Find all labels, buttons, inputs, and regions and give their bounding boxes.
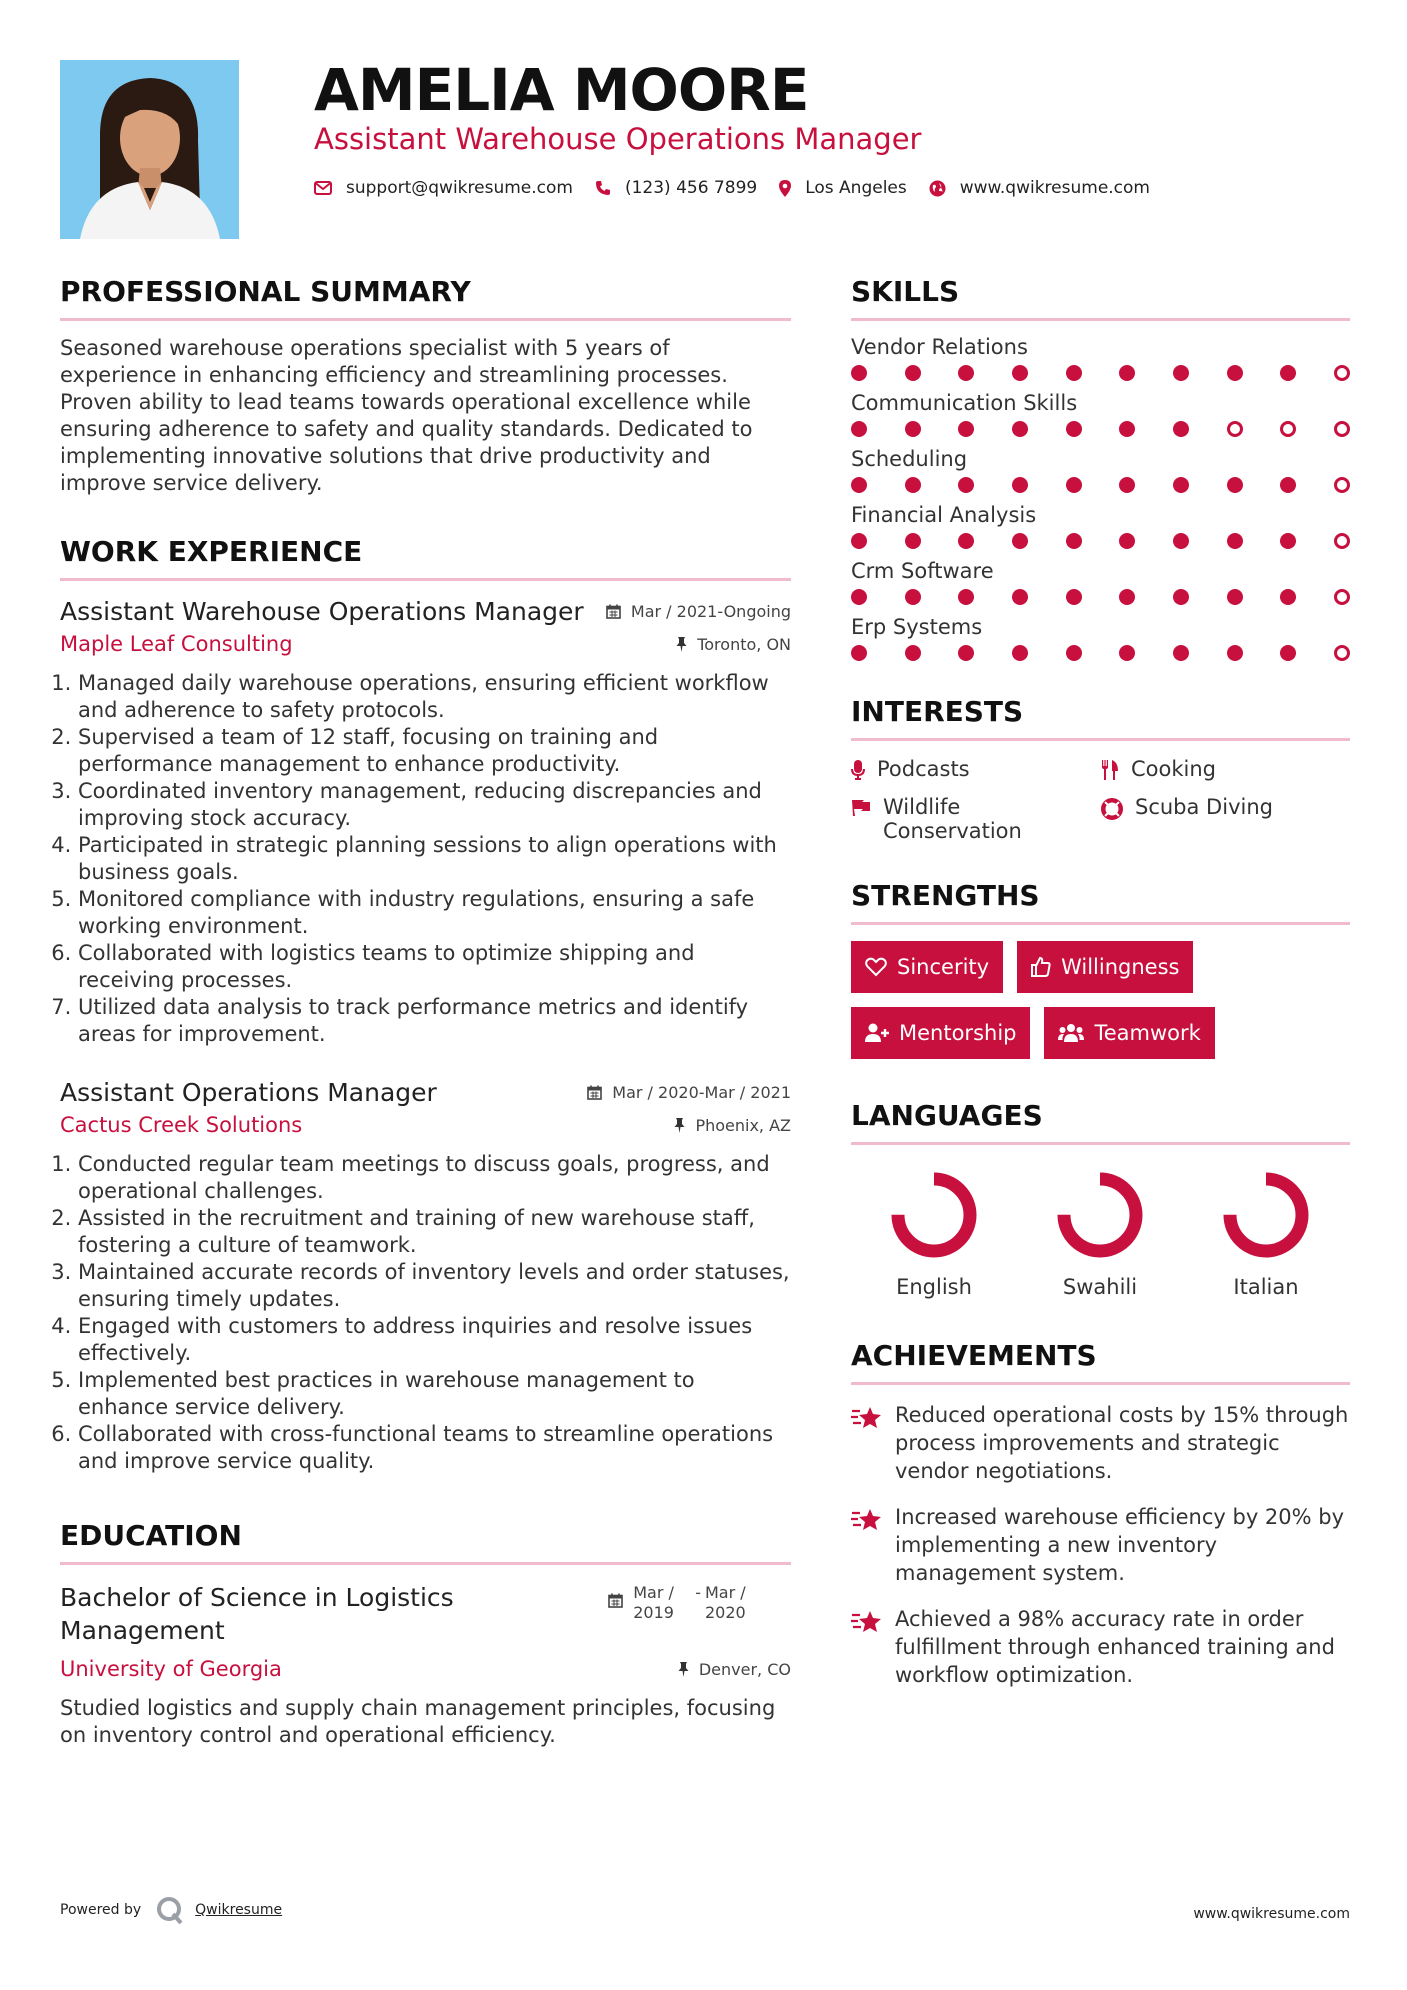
- microphone-icon: [851, 760, 865, 780]
- education-location: [678, 1660, 791, 1679]
- candidate-title: Assistant Warehouse Operations Manager: [314, 122, 922, 156]
- rating-dot-filled: [1012, 533, 1028, 549]
- rating-dot-filled: [851, 589, 867, 605]
- school-name: University of Georgia: [60, 1657, 282, 1681]
- skill-rating: [851, 421, 1350, 437]
- thumbs-up-icon: [1031, 957, 1051, 977]
- strength-badge: [851, 941, 1003, 993]
- achievement-item: [851, 1503, 1350, 1587]
- rating-dot-filled: [1227, 477, 1243, 493]
- education-end: Mar / 2020: [705, 1583, 746, 1622]
- shooting-star-icon: [851, 1507, 883, 1533]
- strengths-heading: STRENGTHS: [851, 879, 1350, 925]
- rating-dot-filled: [958, 365, 974, 381]
- job-location-text: Toronto, ON: [697, 634, 791, 654]
- achievements-heading: ACHIEVEMENTS: [851, 1339, 1350, 1385]
- skill-rating: [851, 645, 1350, 661]
- rating-dot-filled: [1066, 533, 1082, 549]
- job-dates-text: Mar / 2021-Ongoing: [630, 602, 791, 621]
- strength-badge: [851, 1007, 1030, 1059]
- rating-dot-filled: [1119, 365, 1135, 381]
- rating-dot-empty: [1334, 589, 1350, 605]
- rating-dot-filled: [1173, 645, 1189, 661]
- job-title: Assistant Operations Manager: [60, 1078, 437, 1107]
- achievement-item: [851, 1605, 1350, 1689]
- education-entry: [60, 1581, 791, 1749]
- strengths-list: [851, 941, 1350, 1059]
- rating-dot-filled: [1119, 477, 1135, 493]
- list-item: 2. Assisted in the recruitment and training of new warehouse staff, fostering a culture of teamwork.: [78, 1205, 791, 1259]
- contact-website[interactable]: [929, 178, 1150, 198]
- experience-heading: WORK EXPERIENCE: [60, 535, 791, 581]
- list-item: 2. Supervised a team of 12 staff, focusing on training and performance management to enhance productivity.: [78, 724, 791, 778]
- education-start: Mar / 2019: [633, 1583, 674, 1622]
- rating-dot-empty: [1334, 365, 1350, 381]
- skill-item: [851, 559, 1350, 605]
- rating-dot-filled: [1012, 589, 1028, 605]
- skill-rating: [851, 365, 1350, 381]
- skill-name: Erp Systems: [851, 615, 983, 639]
- education-description: Studied logistics and supply chain management principles, focusing on inventory control and operational efficiency.: [60, 1696, 776, 1747]
- contact-email[interactable]: [314, 178, 573, 198]
- languages-list: [851, 1161, 1350, 1299]
- flag-icon: [851, 798, 871, 816]
- qwikresume-logo-icon: [155, 1895, 185, 1925]
- rating-dot-empty: [1334, 533, 1350, 549]
- education-location-text: Denver, CO: [698, 1659, 791, 1679]
- rating-dot-filled: [851, 421, 867, 437]
- job-entry: [60, 597, 791, 1048]
- rating-dot-filled: [958, 421, 974, 437]
- rating-dot-filled: [958, 645, 974, 661]
- contact-location: [779, 178, 907, 198]
- rating-dot-filled: [1119, 421, 1135, 437]
- job-entry: [60, 1078, 791, 1475]
- rating-dot-empty: [1334, 421, 1350, 437]
- language-name: Swahili: [1062, 1275, 1138, 1299]
- footer-brand-link[interactable]: Qwikresume: [195, 1902, 283, 1918]
- summary-text: Seasoned warehouse operations specialist with 5 years of experience in enhancing efficiency and streamlining processes. Proven ability to lead teams towards operational excellence while ensuring adherence to safety and quality standards. Dedicated to implementing innovative solutions that drive productivity and improve service delivery.: [60, 336, 753, 495]
- job-location: [676, 635, 791, 654]
- rating-dot-filled: [1119, 589, 1135, 605]
- list-item: 7. Utilized data analysis to track performance metrics and identify areas for improvement.: [78, 994, 791, 1048]
- rating-dot-filled: [1066, 477, 1082, 493]
- language-progress-ring: [888, 1169, 980, 1261]
- rating-dot-filled: [1119, 645, 1135, 661]
- rating-dot-filled: [1227, 365, 1243, 381]
- rating-dot-filled: [1119, 533, 1135, 549]
- profile-photo-image: [60, 60, 239, 239]
- skill-item: [851, 503, 1350, 549]
- list-item: 1. Conducted regular team meetings to discuss goals, progress, and operational challenges.: [78, 1151, 791, 1205]
- calendar-icon: [608, 1593, 623, 1608]
- list-item: 4. Participated in strategic planning sessions to align operations with business goals.: [78, 832, 791, 886]
- skill-item: [851, 447, 1350, 493]
- company-name: Cactus Creek Solutions: [60, 1113, 303, 1137]
- strength-badge: [1017, 941, 1193, 993]
- skill-item: [851, 615, 1350, 661]
- job-location: [674, 1116, 791, 1135]
- rating-dot-empty: [1334, 477, 1350, 493]
- contact-location-text: Los Angeles: [805, 178, 907, 198]
- skill-rating: [851, 477, 1350, 493]
- globe-icon: [929, 180, 946, 197]
- strength-label: Teamwork: [1094, 1021, 1201, 1045]
- contact-phone-text: (123) 456 7899: [624, 178, 758, 198]
- pushpin-icon: [674, 1118, 685, 1133]
- skill-item: [851, 391, 1350, 437]
- candidate-name: AMELIA MOORE: [314, 56, 809, 124]
- rating-dot-filled: [1066, 645, 1082, 661]
- rating-dot-filled: [958, 533, 974, 549]
- powered-by-text: Powered by: [60, 1902, 142, 1918]
- rating-dot-filled: [1280, 533, 1296, 549]
- contact-bar: [314, 178, 1172, 198]
- rating-dot-filled: [1066, 421, 1082, 437]
- strength-label: Willingness: [1061, 955, 1180, 979]
- job-location-text: Phoenix, AZ: [695, 1115, 791, 1135]
- date-separator: -: [695, 1583, 701, 1602]
- rating-dot-filled: [1173, 589, 1189, 605]
- language-item: [1183, 1161, 1349, 1299]
- degree-title: Bachelor of Science in Logistics Management: [60, 1583, 454, 1645]
- rating-dot-filled: [905, 421, 921, 437]
- list-item: 3. Maintained accurate records of inventory levels and order statuses, ensuring timely updates.: [78, 1259, 791, 1313]
- interest-label: Cooking: [1131, 757, 1216, 781]
- rating-dot-filled: [1012, 645, 1028, 661]
- job-dates: [587, 1083, 791, 1102]
- achievement-item: [851, 1401, 1350, 1485]
- skill-name: Communication Skills: [851, 391, 1078, 415]
- skill-rating: [851, 533, 1350, 549]
- rating-dot-filled: [1012, 477, 1028, 493]
- interest-label: Podcasts: [877, 757, 970, 781]
- skill-name: Crm Software: [851, 559, 994, 583]
- footer-powered-by: [60, 1895, 282, 1925]
- language-progress-ring: [1054, 1169, 1146, 1261]
- list-item: 6. Collaborated with cross-functional teams to streamline operations and improve service quality.: [78, 1421, 791, 1475]
- rating-dot-filled: [851, 645, 867, 661]
- job-title: Assistant Warehouse Operations Manager: [60, 597, 584, 626]
- language-progress-ring: [1220, 1169, 1312, 1261]
- list-item: 3. Coordinated inventory management, reducing discrepancies and improving stock accuracy.: [78, 778, 791, 832]
- rating-dot-filled: [1173, 477, 1189, 493]
- rating-dot-filled: [1280, 589, 1296, 605]
- phone-icon: [595, 180, 611, 196]
- interest-item: [851, 795, 1101, 843]
- job-dates: [606, 602, 791, 621]
- interest-item: [1101, 795, 1350, 843]
- rating-dot-filled: [905, 645, 921, 661]
- pushpin-icon: [678, 1662, 689, 1677]
- contact-phone[interactable]: [595, 178, 757, 198]
- profile-photo: [60, 60, 239, 239]
- rating-dot-empty: [1280, 421, 1296, 437]
- interest-item: [851, 757, 1101, 781]
- interests-list: [851, 757, 1350, 843]
- language-progress-arc: [1064, 1179, 1136, 1251]
- contact-website-text: www.qwikresume.com: [959, 178, 1150, 198]
- strength-label: Sincerity: [897, 955, 990, 979]
- rating-dot-filled: [1227, 589, 1243, 605]
- rating-dot-filled: [1280, 365, 1296, 381]
- language-progress-arc: [1230, 1179, 1302, 1251]
- footer-website[interactable]: www.qwikresume.com: [1193, 1906, 1350, 1922]
- heart-icon: [865, 957, 887, 977]
- job-bullets: [60, 670, 791, 1048]
- list-item: 5. Monitored compliance with industry regulations, ensuring a safe working environment.: [78, 886, 791, 940]
- rating-dot-filled: [1173, 533, 1189, 549]
- right-column: [851, 275, 1350, 1707]
- interest-label: Wildlife Conservation: [883, 795, 1022, 843]
- rating-dot-empty: [1334, 645, 1350, 661]
- utensils-icon: [1101, 760, 1119, 780]
- calendar-icon: [606, 604, 621, 619]
- shooting-star-icon: [851, 1609, 883, 1635]
- rating-dot-filled: [1227, 533, 1243, 549]
- list-item: 4. Engaged with customers to address inquiries and resolve issues effectively.: [78, 1313, 791, 1367]
- skills-list: [851, 335, 1350, 661]
- list-item: 5. Implemented best practices in warehouse management to enhance service delivery.: [78, 1367, 791, 1421]
- language-name: English: [896, 1275, 972, 1299]
- shooting-star-icon: [851, 1405, 883, 1431]
- strength-badge: [1044, 1007, 1214, 1059]
- rating-dot-filled: [1173, 421, 1189, 437]
- achievement-text: Reduced operational costs by 15% through process improvements and strategic vendor negotiations.: [895, 1403, 1349, 1483]
- job-dates-text: Mar / 2020-Mar / 2021: [612, 1083, 791, 1102]
- rating-dot-filled: [905, 589, 921, 605]
- achievement-text: Increased warehouse efficiency by 20% by implementing a new inventory management system.: [895, 1505, 1345, 1585]
- rating-dot-empty: [1227, 421, 1243, 437]
- rating-dot-filled: [905, 477, 921, 493]
- skill-item: [851, 335, 1350, 381]
- users-icon: [1058, 1023, 1084, 1043]
- life-ring-icon: [1101, 798, 1123, 820]
- left-column: [60, 275, 791, 1749]
- company-name: Maple Leaf Consulting: [60, 632, 293, 656]
- language-name: Italian: [1233, 1275, 1299, 1299]
- skill-name: Scheduling: [851, 447, 968, 471]
- map-pin-icon: [779, 180, 791, 197]
- envelope-icon: [314, 181, 332, 195]
- achievement-text: Achieved a 98% accuracy rate in order fulfillment through enhanced training and workflow optimization.: [895, 1607, 1335, 1687]
- education-heading: EDUCATION: [60, 1519, 791, 1565]
- language-progress-arc: [898, 1179, 970, 1251]
- list-item: 1. Managed daily warehouse operations, ensuring efficient workflow and adherence to safety protocols.: [78, 670, 791, 724]
- job-bullets: [60, 1151, 791, 1475]
- skill-name: Vendor Relations: [851, 335, 1028, 359]
- rating-dot-filled: [958, 589, 974, 605]
- rating-dot-filled: [905, 533, 921, 549]
- skill-rating: [851, 589, 1350, 605]
- skills-heading: SKILLS: [851, 275, 1350, 321]
- rating-dot-filled: [1012, 365, 1028, 381]
- rating-dot-filled: [1012, 421, 1028, 437]
- rating-dot-filled: [851, 477, 867, 493]
- rating-dot-filled: [905, 365, 921, 381]
- list-item: 6. Collaborated with logistics teams to optimize shipping and receiving processes.: [78, 940, 791, 994]
- rating-dot-filled: [851, 533, 867, 549]
- rating-dot-filled: [1066, 365, 1082, 381]
- calendar-icon: [587, 1085, 602, 1100]
- language-item: [851, 1161, 1017, 1299]
- rating-dot-filled: [1227, 645, 1243, 661]
- skill-name: Financial Analysis: [851, 503, 1037, 527]
- strength-label: Mentorship: [899, 1021, 1017, 1045]
- interest-label: Scuba Diving: [1135, 795, 1273, 819]
- contact-email-text: support@qwikresume.com: [346, 178, 573, 198]
- user-plus-icon: [865, 1023, 889, 1043]
- interests-heading: INTERESTS: [851, 695, 1350, 741]
- rating-dot-filled: [1280, 645, 1296, 661]
- summary-heading: PROFESSIONAL SUMMARY: [60, 275, 791, 321]
- rating-dot-filled: [1280, 477, 1296, 493]
- education-dates: [608, 1583, 791, 1623]
- achievements-list: [851, 1401, 1350, 1689]
- rating-dot-filled: [1066, 589, 1082, 605]
- interest-item: [1101, 757, 1350, 781]
- language-item: [1017, 1161, 1183, 1299]
- rating-dot-filled: [958, 477, 974, 493]
- languages-heading: LANGUAGES: [851, 1099, 1350, 1145]
- rating-dot-filled: [1173, 365, 1189, 381]
- rating-dot-filled: [851, 365, 867, 381]
- pushpin-icon: [676, 637, 687, 652]
